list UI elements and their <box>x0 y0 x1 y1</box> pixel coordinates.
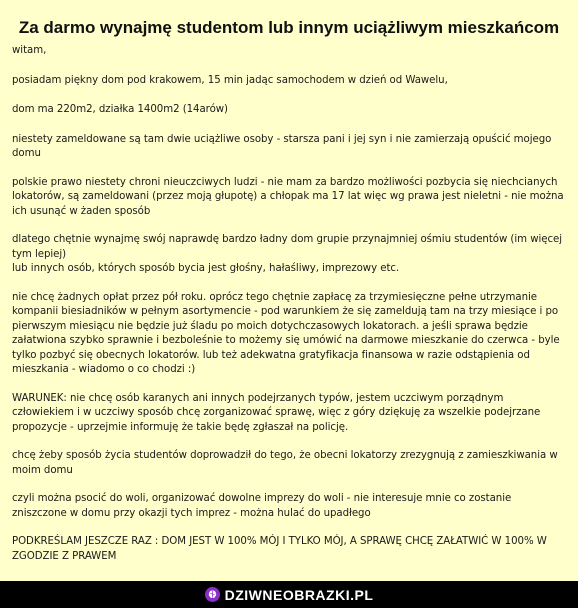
paragraph-party: czyli można psocić do woli, organizować dowolne imprezy do woli - nie interesuje mnie co zostanie zniszczone w domu przy okazji tych imprez - można hulać do upadłego <box>12 493 512 519</box>
site-brand[interactable] <box>205 587 374 603</box>
brain-icon <box>205 587 220 602</box>
watermark-bar <box>0 581 578 608</box>
paragraph-payment: nie chcę żadnych opłat przez pół roku. oprócz tego chętnie zapłacę za trzymiesięczne pełne utrzymanie kompanii biesiadników w pełnym asortymencie - pod warunkiem że się zameldują tam na trzy miesiące i po pierwszym miesiącu nie będzie już śladu po moich dotychczasowych lokatorach. a jeśli sprawa będzie załatwiona szybko sprawnie i bezboleśnie to możemy się umówić na darmowe mieszkanie do czerwca - byle tylko pozbyć się obecnych lokatorów. lub też adekwatna gratyfikacja finansowa w razie odstąpienia od mieszkania - wiadomo o co chodzi :) <box>12 291 560 375</box>
paragraph-offer: dlatego chętnie wynajmę swój naprawdę bardzo ładny dom grupie przynajmniej ośmiu studentów (im więcej tym lepiej) lub innych osób, których sposób bycia jest głośny, hałaśliwy, imprezowy etc. <box>12 234 563 274</box>
paragraph-greeting: witam, <box>12 45 47 56</box>
paragraph-location: posiadam piękny dom pod krakowem, 15 min jadąc samochodem w dzień od Wawelu, <box>12 74 448 86</box>
brand-text: DZIWNEOBRAZKI.PL <box>224 586 374 603</box>
paragraph-emphasis: PODKREŚLAM JESZCZE RAZ : DOM JEST W 100% MÓJ I TYLKO MÓJ, A SPRAWĘ CHCĘ ZAŁATWIĆ W 100% W ZGODZIE Z PRAWEM <box>12 536 547 562</box>
paragraph-law: polskie prawo niestety chroni nieuczciwych ludzi - nie mam za bardzo możliwości pozbycia się niechcianych lokatorów, są zameldowani (przez moją głupotę) a chłopak ma 17 lat więc wg prawa jest nieletni - nie można ich usunąć w żaden sposób <box>12 176 564 217</box>
paragraph-size: dom ma 220m2, działka 1400m2 (14arów) <box>12 104 228 115</box>
post-body <box>0 44 578 564</box>
paragraph-condition: WARUNEK: nie chcę osób karanych ani innych podejrzanych typów, jestem uczciwym porządnym człowiekiem i w uczciwy sposób chcę zorganizować sprawę, więc z góry dziękuję za wszelkie podejrzane propozycje - uprzejmie informuję że takie będę zgłaszał na policję. <box>12 392 541 433</box>
paragraph-tenants: niestety zameldowane są tam dwie uciążliwe osoby - starsza pani i jej syn i nie zamierzają opuścić mojego domu <box>12 133 552 159</box>
post-title: Za darmo wynajmę studentom lub innym uciążliwym mieszkańcom <box>18 18 560 37</box>
paragraph-goal: chcę żeby sposób życia studentów doprowadził do tego, że obecni lokatorzy zrezygnują z zamieszkiwania w moim domu <box>12 450 558 476</box>
